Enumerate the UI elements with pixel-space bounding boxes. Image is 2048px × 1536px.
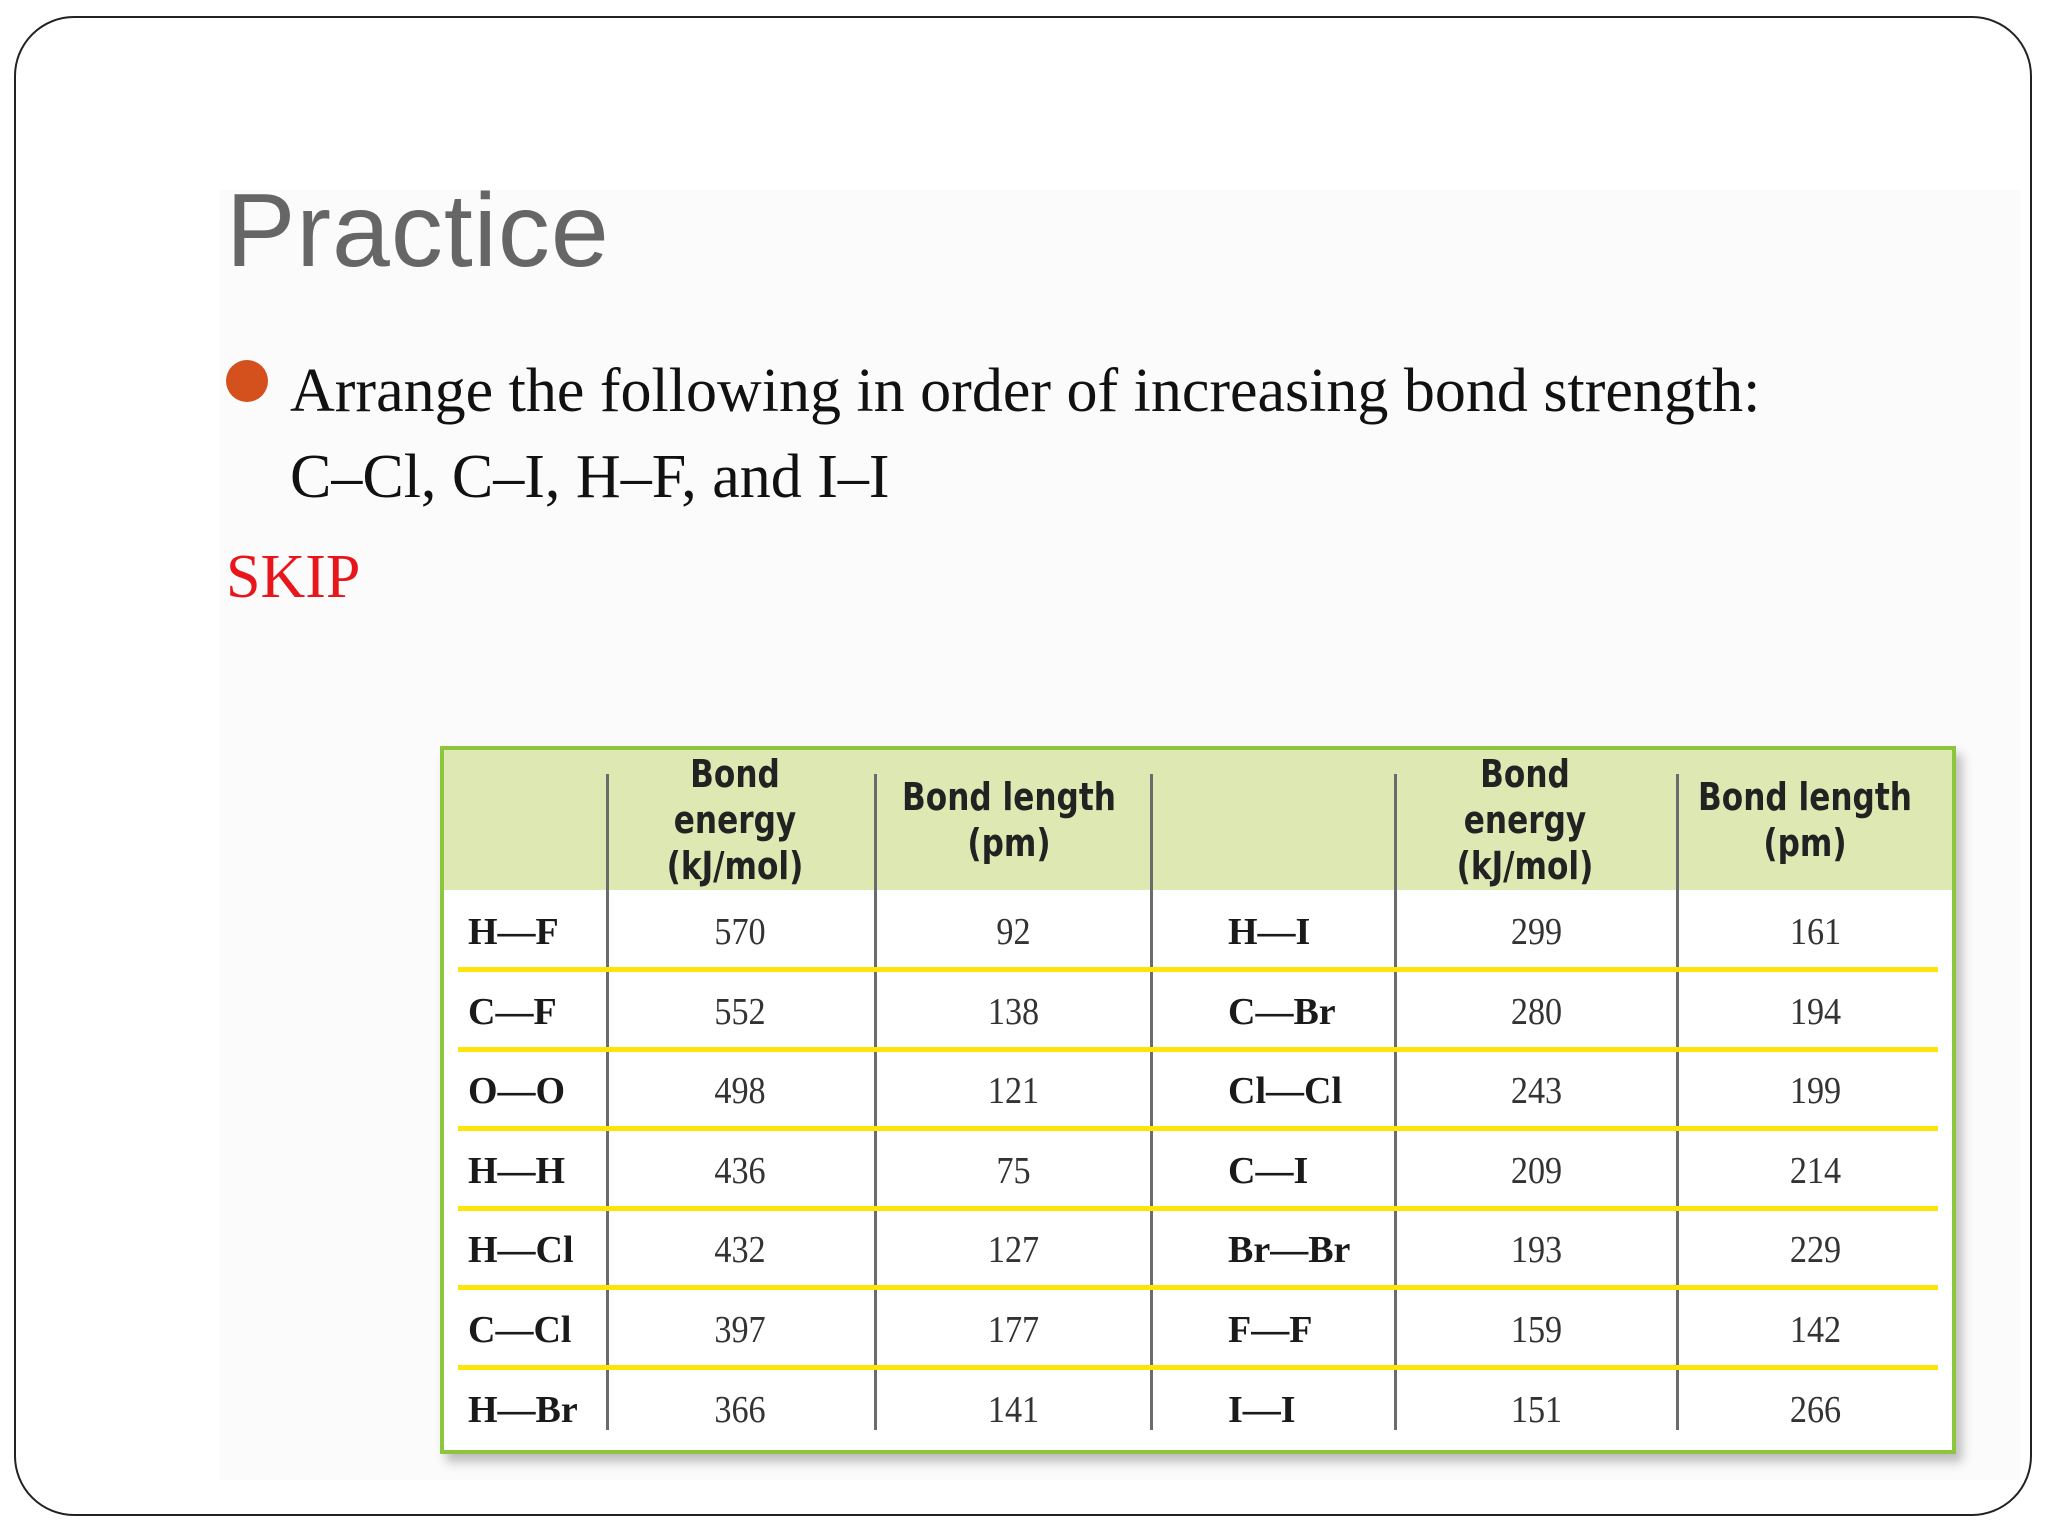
- table-header: [444, 750, 1952, 890]
- table-cell-bond-a: H—Cl: [468, 1229, 574, 1272]
- row-divider: [458, 1126, 1938, 1131]
- row-divider: [458, 1206, 1938, 1211]
- table-cell-energy-a: 397: [714, 1309, 766, 1351]
- table-cell-bond-b: H—I: [1228, 911, 1311, 953]
- header-bond-length-right: Bond length (pm): [1698, 775, 1912, 865]
- bullet-line-2: C–Cl, C–I, H–F, and I–I: [290, 443, 890, 511]
- table-cell-length-a: 141: [987, 1388, 1040, 1431]
- column-divider: [606, 774, 609, 1430]
- column-divider: [1394, 774, 1397, 1430]
- table-cell-bond-a: H—F: [468, 911, 559, 953]
- table-cell-energy-b: 209: [1510, 1149, 1563, 1192]
- table-cell-energy-a: 366: [714, 1388, 766, 1431]
- table-cell-bond-b: I—I: [1228, 1388, 1296, 1431]
- row-divider: [458, 1365, 1938, 1370]
- table-cell-length-a: 177: [987, 1309, 1040, 1351]
- header-bond-energy-left: Bond energy (kJ/mol): [666, 752, 804, 888]
- table-cell-bond-a: O—O: [468, 1070, 566, 1113]
- table-cell-bond-b: F—F: [1228, 1309, 1313, 1351]
- table-cell-length-b: 229: [1789, 1229, 1842, 1272]
- bullet-icon: [226, 360, 268, 402]
- table-cell-length-a: 127: [987, 1229, 1040, 1272]
- table-cell-bond-b: Cl—Cl: [1228, 1070, 1342, 1113]
- table-cell-length-b: 194: [1789, 990, 1842, 1033]
- table-cell-energy-a: 432: [714, 1229, 766, 1272]
- row-divider: [458, 1047, 1938, 1052]
- table-cell-length-b: 214: [1789, 1149, 1842, 1192]
- table-cell-bond-a: H—Br: [468, 1388, 578, 1431]
- slide-title: Practice: [226, 173, 610, 289]
- table-cell-energy-b: 299: [1510, 911, 1563, 953]
- column-divider: [1676, 774, 1679, 1430]
- column-divider: [874, 774, 877, 1430]
- table-cell-bond-b: Br—Br: [1228, 1229, 1351, 1272]
- table-cell-energy-a: 552: [714, 990, 766, 1033]
- table-cell-energy-b: 151: [1510, 1388, 1563, 1431]
- table-cell-length-a: 75: [996, 1149, 1031, 1192]
- bond-table: [440, 746, 1956, 1454]
- table-cell-energy-b: 280: [1510, 990, 1563, 1033]
- table-cell-bond-b: C—Br: [1228, 990, 1336, 1033]
- table-cell-length-a: 121: [987, 1070, 1040, 1113]
- row-divider: [458, 1285, 1938, 1290]
- table-cell-length-a: 92: [996, 911, 1031, 953]
- bullet-line-1: Arrange the following in order of increasing bond strength:: [290, 357, 1761, 425]
- table-cell-energy-b: 159: [1510, 1309, 1563, 1351]
- table-cell-bond-a: C—F: [468, 990, 557, 1033]
- table-cell-length-b: 266: [1789, 1388, 1842, 1431]
- table-cell-energy-b: 193: [1510, 1229, 1563, 1272]
- header-bond-energy-right: Bond energy (kJ/mol): [1456, 752, 1594, 888]
- row-divider: [458, 967, 1938, 972]
- table-cell-bond-a: C—Cl: [468, 1309, 572, 1351]
- table-cell-energy-a: 570: [714, 911, 766, 953]
- table-cell-length-b: 142: [1789, 1309, 1842, 1351]
- table-cell-length-b: 161: [1789, 911, 1842, 953]
- header-bond-length-left: Bond length (pm): [902, 775, 1116, 865]
- table-cell-energy-a: 436: [714, 1149, 766, 1192]
- table-cell-energy-a: 498: [714, 1070, 766, 1113]
- column-divider: [1150, 774, 1153, 1430]
- table-cell-length-b: 199: [1789, 1070, 1842, 1113]
- skip-label: SKIP: [226, 543, 361, 611]
- table-cell-bond-a: H—H: [468, 1149, 566, 1192]
- bullet-text: [290, 348, 1930, 520]
- table-cell-bond-b: C—I: [1228, 1149, 1309, 1192]
- table-cell-length-a: 138: [987, 990, 1040, 1033]
- table-cell-energy-b: 243: [1510, 1070, 1563, 1113]
